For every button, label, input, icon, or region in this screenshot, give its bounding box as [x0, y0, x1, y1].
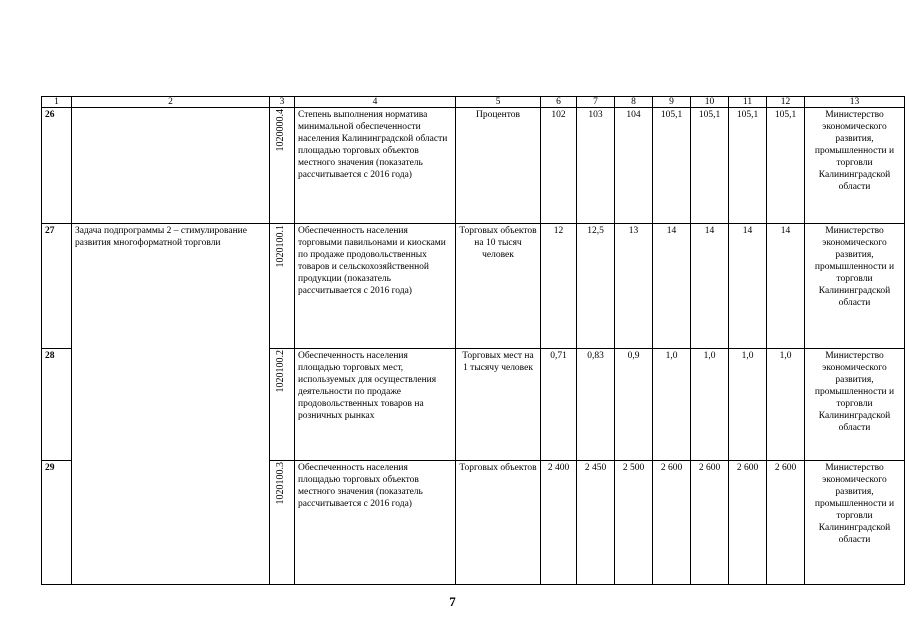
unit-cell: Торговых мест на 1 тысячу человек: [456, 349, 541, 461]
row-number: 29: [42, 461, 72, 585]
header-cell: 13: [805, 97, 905, 108]
header-cell: 2: [72, 97, 270, 108]
value-cell: 105,1: [653, 108, 691, 224]
header-cell: 7: [577, 97, 615, 108]
value-cell: 105,1: [767, 108, 805, 224]
indicator-name: Обеспеченность населения торговыми павильонами и киосками по продаже продовольственных товаров и сельскохозяйственной продукции (показатель рассчитывается с 2016 года): [295, 224, 456, 349]
value-cell: 1,0: [653, 349, 691, 461]
responsible-cell: Министерство экономического развития, промышленности и торговли Калининградской области: [805, 224, 905, 349]
header-cell: 9: [653, 97, 691, 108]
header-cell: 6: [541, 97, 577, 108]
value-cell: 2 400: [541, 461, 577, 585]
indicators-table: [41, 96, 905, 585]
indicator-code-text: 1020000.4: [275, 109, 286, 152]
value-cell: 1,0: [767, 349, 805, 461]
value-cell: 0,83: [577, 349, 615, 461]
value-cell: 2 500: [615, 461, 653, 585]
value-cell: 2 600: [729, 461, 767, 585]
header-cell: 8: [615, 97, 653, 108]
value-cell: 0,9: [615, 349, 653, 461]
header-cell: 4: [295, 97, 456, 108]
value-cell: 2 600: [767, 461, 805, 585]
unit-cell: Торговых объектов: [456, 461, 541, 585]
indicator-code-text: 1020100.1: [275, 225, 286, 268]
page-number: 7: [449, 594, 456, 609]
table-row: [42, 108, 905, 224]
value-cell: 1,0: [691, 349, 729, 461]
value-cell: 2 600: [653, 461, 691, 585]
value-cell: 2 600: [691, 461, 729, 585]
indicator-code: [270, 108, 295, 224]
responsible-cell: Министерство экономического развития, промышленности и торговли Калининградской области: [805, 349, 905, 461]
value-cell: 14: [767, 224, 805, 349]
header-row: [42, 97, 905, 108]
indicator-code-text: 1020100.2: [275, 350, 286, 393]
responsible-cell: Министерство экономического развития, промышленности и торговли Калининградской области: [805, 461, 905, 585]
value-cell: 103: [577, 108, 615, 224]
indicator-code: [270, 224, 295, 349]
task-cell-empty: [72, 108, 270, 224]
header-cell: 10: [691, 97, 729, 108]
indicator-name: Обеспеченность населения площадью торговых объектов местного значения (показатель рассчитывается с 2016 года): [295, 461, 456, 585]
unit-cell: Торговых объектов на 10 тысяч человек: [456, 224, 541, 349]
indicator-name: Обеспеченность населения площадью торговых мест, используемых для осуществления деятельности по продаже продовольственных товаров на розничных рынках: [295, 349, 456, 461]
value-cell: 0,71: [541, 349, 577, 461]
value-cell: 12: [541, 224, 577, 349]
indicator-name: Степень выполнения норматива минимальной обеспеченности населения Калининградской области площадью торговых объектов местного значения (показатель рассчитывается с 2016 года): [295, 108, 456, 224]
responsible-cell: Министерство экономического развития, промышленности и торговли Калининградской области: [805, 108, 905, 224]
unit-cell: Процентов: [456, 108, 541, 224]
value-cell: 13: [615, 224, 653, 349]
table-row: [42, 224, 905, 349]
value-cell: 102: [541, 108, 577, 224]
indicator-code-text: 1020100.3: [275, 462, 286, 505]
value-cell: 12,5: [577, 224, 615, 349]
indicator-code: [270, 461, 295, 585]
value-cell: 14: [729, 224, 767, 349]
value-cell: 2 450: [577, 461, 615, 585]
indicator-code: [270, 349, 295, 461]
value-cell: 14: [691, 224, 729, 349]
header-cell: 12: [767, 97, 805, 108]
value-cell: 105,1: [729, 108, 767, 224]
header-cell: 3: [270, 97, 295, 108]
value-cell: 105,1: [691, 108, 729, 224]
value-cell: 104: [615, 108, 653, 224]
header-cell: 1: [42, 97, 72, 108]
value-cell: 1,0: [729, 349, 767, 461]
row-number: 26: [42, 108, 72, 224]
value-cell: 14: [653, 224, 691, 349]
row-number: 28: [42, 349, 72, 461]
task-cell: Задача подпрограммы 2 – стимулирование развития многоформатной торговли: [72, 224, 270, 585]
header-cell: 5: [456, 97, 541, 108]
row-number: 27: [42, 224, 72, 349]
header-cell: 11: [729, 97, 767, 108]
